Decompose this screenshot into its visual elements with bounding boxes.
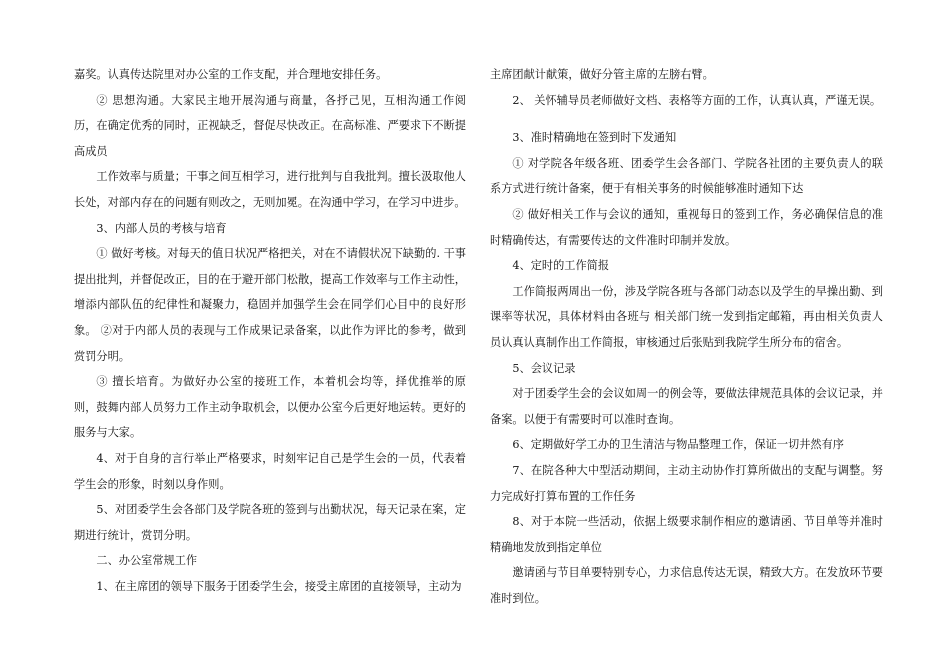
paragraph-gap xyxy=(490,113,883,125)
paragraph: 主席团献计献策，做好分管主席的左膀右臂。 xyxy=(490,68,714,81)
paragraph: 工作简报两周出一份，涉及学院各班与各部门动态以及学生的早操出勤、到课率等状况，具体材料由各班与 相关部门统一发到指定邮箱，再由相关负责人员认真认真制作出工作简报，审核通过后张贴到我院学生所分布的宿舍。 xyxy=(490,284,883,349)
section-heading: 3、准时精确地在签到时下发通知 xyxy=(512,131,677,145)
section-heading: 二、办公室常规工作 xyxy=(96,554,198,568)
paragraph: ③ 擅长培育。为做好办公室的接班工作，本着机会均等，择优推举的原则，鼓舞内部人员努力工作主动争取机会，以便办公室今后更好地运转。更好的服务与大家。 xyxy=(74,375,466,440)
paragraph: 对于团委学生会的会议如周一的例会等，要做法律规范具体的会议记录，并备案。以便于有需要时可以准时查询。 xyxy=(490,387,883,426)
paragraph: ② 做好相关工作与会议的通知，重视每日的签到工作，务必确保信息的准时精确传达，有需要传达的文件准时印制并发放。 xyxy=(490,207,883,247)
paragraph: ② 思想沟通。大家民主地开展沟通与商量，各抒己见，互相沟通工作阅历，在确定优秀的同时，正视缺乏，督促尽快改正。在高标准、严要求下不断提高成员 xyxy=(74,93,466,158)
paragraph: 8、对于本院一些活动，依据上级要求制作相应的邀请函、节目单等并准时精确地发放到指定单位 xyxy=(490,515,883,554)
paragraph: 2、 关怀辅导员老师做好文档、表格等方面的工作，认真认真，严谨无误。 xyxy=(512,93,882,107)
paragraph: 嘉奖。认真传达院里对办公室的工作支配，并合理地安排任务。 xyxy=(74,68,388,81)
paragraph: 邀请函与节目单要特别专心，力求信息传达无误，精致大方。在发放环节要准时到位。 xyxy=(490,566,883,605)
section-heading: 4、定时的工作简报 xyxy=(512,259,610,273)
paragraph: 工作效率与质量；干事之间互相学习，进行批判与自我批判。擅长汲取他人长处，对部内存在的问题有则改之，无则加冕。在沟通中学习，在学习中进步。 xyxy=(74,170,466,209)
section-heading: 5、会议记录 xyxy=(512,361,576,375)
section-heading: 3、内部人员的考核与培育 xyxy=(96,221,227,235)
paragraph: 7、在院各种大中型活动期间，主动主动协作打算所做出的支配与调整。努力完成好打算布置的工作任务 xyxy=(490,463,883,503)
paragraph: 4、对于自身的言行举止严格要求，时刻牢记自己是学生会的一员，代表着学生会的形象，时刻以身作则。 xyxy=(74,451,466,491)
right-column xyxy=(490,62,883,611)
paragraph: 5、对团委学生会各部门及学院各班的签到与出勤状况，每天记录在案，定期进行统计，赏罚分明。 xyxy=(74,503,466,542)
paragraph: ① 做好考核。对每天的值日状况严格把关，对在不请假状况下缺勤的. 干事提出批判，并督促改正，目的在于避开部门松散，提高工作效率与工作主动性，增添内部队伍的纪律性和凝聚力，稳固并加强学生会在同学们心目中的良好形象。 ②对于内部人员的表现与工作成果记录备案，以此作为评比的参考，做到赏罚分明。 xyxy=(74,247,466,363)
paragraph: ① 对学院各年级各班、团委学生会各部门、学院各社团的主要负责人的联系方式进行统计备案，便于有相关事务的时候能够准时通知下达 xyxy=(490,156,883,196)
paragraph: 1、在主席团的领导下服务于团委学生会，接受主席团的直接领导，主动为 xyxy=(96,579,462,593)
left-column xyxy=(74,62,466,599)
paragraph: 6、定期做好学工办的卫生清洁与物品整理工作，保证一切井然有序 xyxy=(512,438,844,452)
